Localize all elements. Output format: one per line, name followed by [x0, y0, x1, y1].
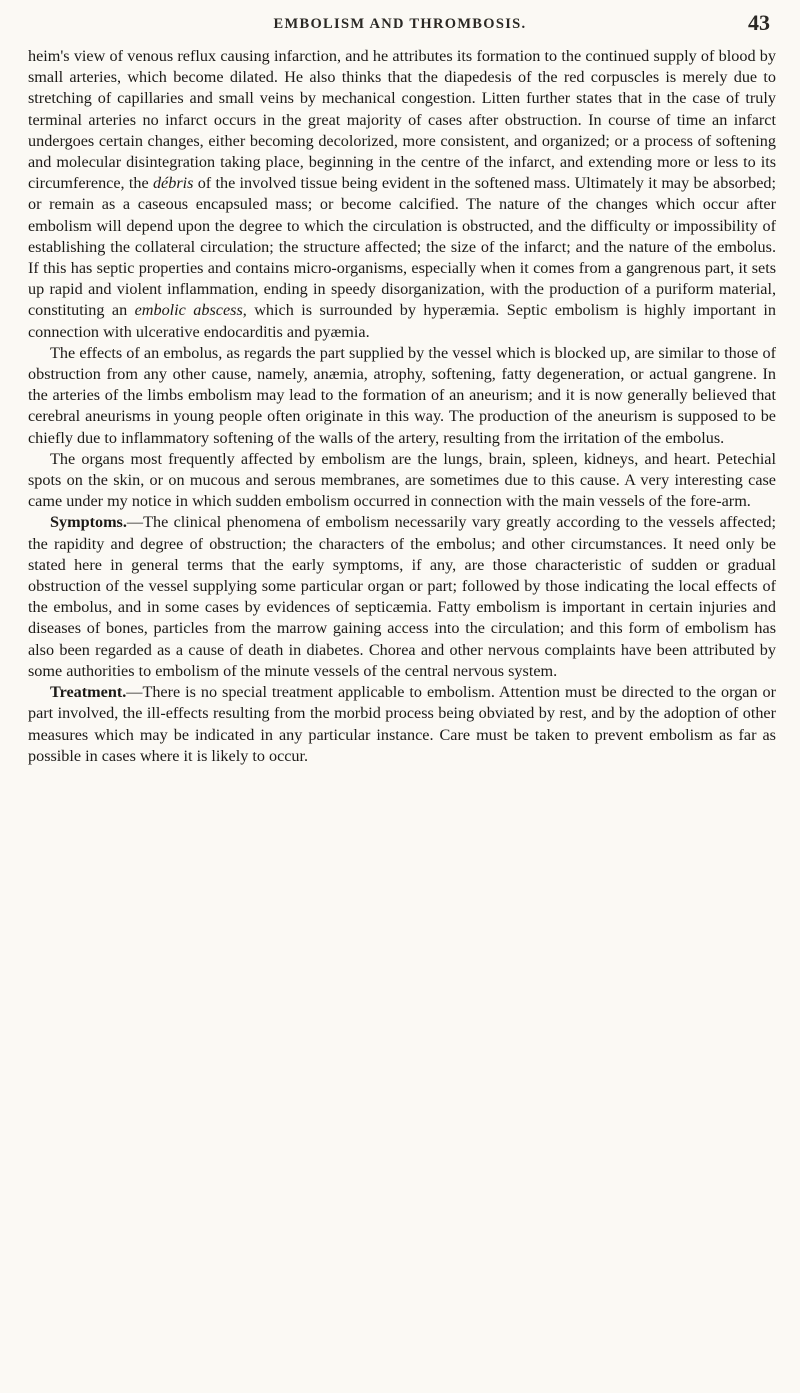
paragraph-treatment	[28, 682, 776, 767]
paragraph-infarct-changes	[28, 46, 776, 343]
section-heading-treatment: Treatment.	[50, 683, 127, 702]
page-number: 43	[748, 10, 770, 35]
text-run: heim's view of venous reflux causing infarction, and he attributes its formation to the continued supply of blood by small arteries, which become dilated. He also thinks that the diapedesis of the red corpuscles is merely due to stretching of capillaries and small veins by mechanical congestion. Litten further states that in the case of truly terminal arteries no infarct occurs in the great majority of cases after obstruction. In course of time an infarct undergoes certain changes, either becoming decolorized, more consistent, and organized; or a process of softening and molecular disintegration taking place, beginning in the centre of the infarct, and extending more or less to its circumference, the	[28, 47, 776, 193]
running-title: EMBOLISM AND THROMBOSIS.	[273, 16, 527, 32]
paragraph-symptoms	[28, 512, 776, 682]
body-text	[28, 46, 776, 767]
italic-term-embolic-abscess: embolic abscess	[134, 301, 243, 320]
text-run: , which is surrounded by hyperæmia. Septic embolism is highly important in connection with ulcerative endocarditis and pyæmia.	[28, 301, 776, 341]
text-run: The organs most frequently affected by embolism are the lungs, brain, spleen, kidneys, and heart. Petechial spots on the skin, or on mucous and serous membranes, are sometimes due to this cause. A very interesting case came under my notice in which sudden embolism occurred in connection with the main vessels of the fore-arm.	[28, 449, 776, 511]
text-run: —There is no special treatment applicable to embolism. Attention must be directed to the organ or part involved, the ill-effects resulting from the morbid process being obviated by rest, and by the adoption of other measures which may be indicated in any particular instance. Care must be taken to prevent embolism as far as possible in cases where it is likely to occur.	[28, 683, 776, 765]
section-heading-symptoms: Symptoms.	[50, 513, 127, 532]
running-head	[0, 10, 800, 42]
text-run: of the involved tissue being evident in the softened mass. Ultimately it may be absorbed; or remain as a caseous encapsuled mass; or become calcified. The nature of the changes which occur after embolism will depend upon the degree to which the circulation is obstructed, and the difficulty or impossibility of establishing the collateral circulation; the structure affected; the size of the infarct; and the nature of the embolus. If this has septic properties and contains micro-organisms, especially when it comes from a gangrenous part, it sets up rapid and violent inflammation, ending in speedy disorganization, with the production of a puriform material, constituting an	[28, 174, 776, 320]
text-run: —The clinical phenomena of embolism necessarily vary greatly according to the vessels affected; the rapidity and degree of obstruction; the characters of the embolus; and other circumstances. It need only be stated here in general terms that the early symptoms, if any, are those characteristic of sudden or gradual obstruction of the vessel supplying some particular organ or part; followed by those indicating the local effects of the embolus, and in some cases by evidences of septicæmia. Fatty embolism is important in certain injuries and diseases of bones, particles from the marrow gaining access into the circulation; and this form of embolism has also been regarded as a cause of death in diabetes. Chorea and other nervous complaints have been attributed by some authorities to embolism of the minute vessels of the central nervous system.	[28, 513, 776, 680]
italic-term-debris: débris	[152, 174, 194, 193]
paragraph-organs-affected	[28, 449, 776, 513]
paragraph-effects-of-embolus	[28, 343, 776, 449]
text-run: The effects of an embolus, as regards the part supplied by the vessel which is blocked up, are similar to those of obstruction from any other cause, namely, anæmia, atrophy, softening, fatty degeneration, or actual gangrene. In the arteries of the limbs embolism may lead to the formation of an aneurism; and it is now generally believed that cerebral aneurisms in young people often originate in this way. The production of the aneurism is supposed to be chiefly due to inflammatory softening of the walls of the artery, resulting from the irritation of the embolus.	[28, 343, 776, 447]
